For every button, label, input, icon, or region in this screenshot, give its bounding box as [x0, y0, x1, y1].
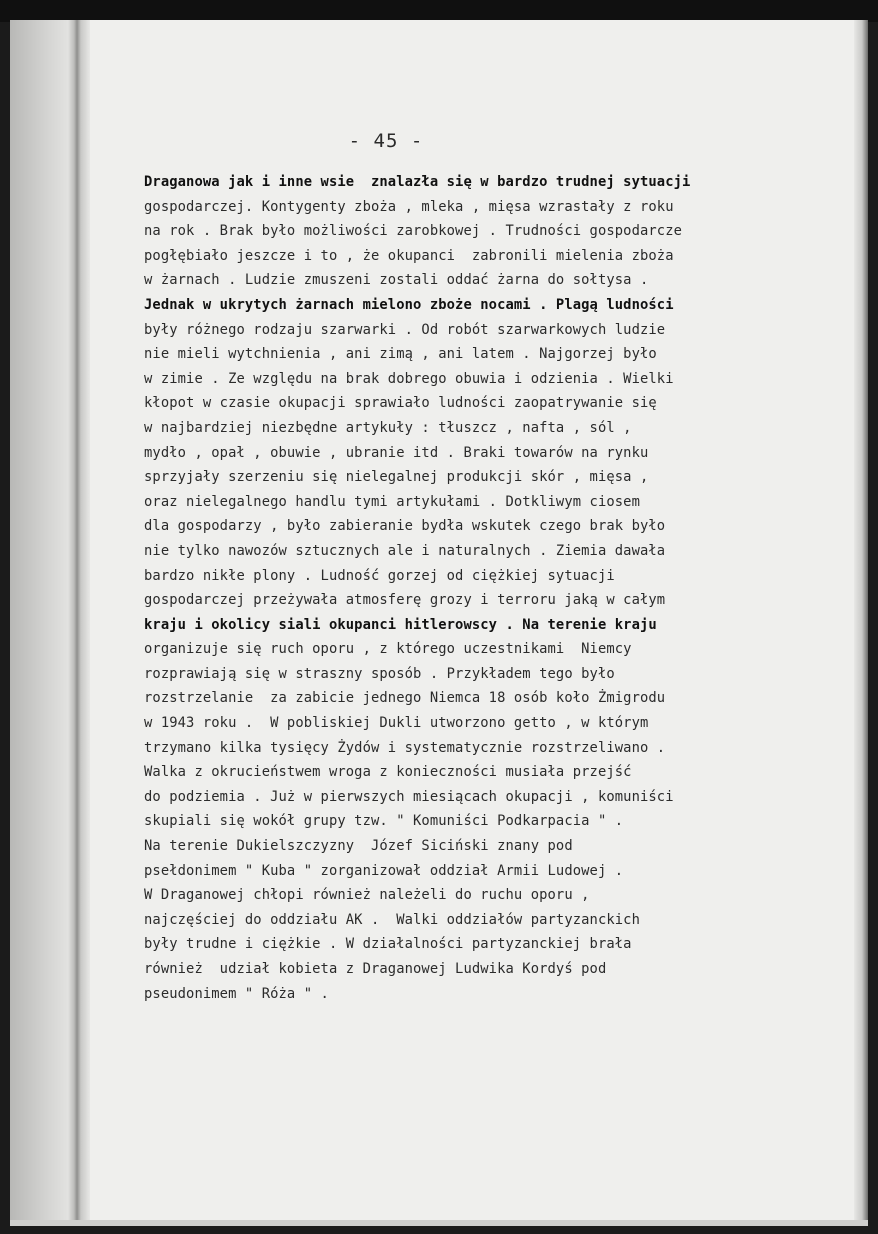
text-line: nie tylko nawozów sztucznych ale i naturalnych . Ziemia dawała	[144, 542, 666, 559]
text-line: mydło , opał , obuwie , ubranie itd . Braki towarów na rynku	[144, 444, 649, 461]
text-line: najczęściej do oddziału AK . Walki oddziałów partyzanckich	[144, 911, 640, 928]
text-line: Jednak w ukrytych żarnach mielono zboże nocami . Plagą ludności	[144, 296, 674, 313]
text-line: w 1943 roku . W pobliskiej Dukli utworzono getto , w którym	[144, 715, 649, 732]
text-line: oraz nielegalnego handlu tymi artykułami . Dotkliwym ciosem	[144, 493, 640, 510]
text-line: rozstrzelanie za zabicie jednego Niemca 18 osób koło Żmigrodu	[144, 690, 666, 707]
text-line: na rok . Brak było możliwości zarobkowej . Trudności gospodarcze	[144, 223, 683, 240]
text-line: w żarnach . Ludzie zmuszeni zostali oddać żarna do sołtysa .	[144, 272, 649, 289]
text-line: rozprawiają się w straszny sposób . Przykładem tego było	[144, 665, 615, 682]
text-line: były różnego rodzaju szarwarki . Od robót szarwarkowych ludzie	[144, 321, 666, 338]
text-line: psełdonimem " Kuba " zorganizował oddział Armii Ludowej .	[144, 862, 624, 879]
text-line: dla gospodarzy , było zabieranie bydła wskutek czego brak było	[144, 518, 666, 535]
page-number: - 45 -	[348, 130, 424, 152]
text-line: nie mieli wytchnienia , ani zimą , ani latem . Najgorzej było	[144, 346, 657, 363]
text-line: kłopot w czasie okupacji sprawiało ludności zaopatrywanie się	[144, 395, 657, 412]
text-line: pseudonimem " Róża " .	[144, 985, 329, 1002]
document-page	[10, 20, 868, 1226]
text-line: kraju i okolicy siali okupanci hitlerowscy . Na terenie kraju	[144, 616, 657, 633]
text-line: pogłębiało jeszcze i to , że okupanci zabronili mielenia zboża	[144, 247, 674, 264]
page-binding-shadow	[10, 20, 90, 1226]
text-line: Draganowa jak i inne wsie znalazła się w bardzo trudnej sytuacji	[144, 174, 691, 190]
text-line: skupiali się wokół grupy tzw. " Komuniści Podkarpacia " .	[144, 813, 624, 830]
body-text	[144, 170, 860, 1006]
text-line: organizuje się ruch oporu , z którego uczestnikami Niemcy	[144, 641, 632, 658]
text-line: były trudne i ciężkie . W działalności partyzanckiej brała	[144, 936, 632, 953]
text-line: do podziemia . Już w pierwszych miesiącach okupacji , komuniści	[144, 788, 674, 805]
scan-top-edge	[0, 0, 878, 22]
text-line: gospodarczej. Kontygenty zboża , mleka , mięsa wzrastały z roku	[144, 198, 674, 215]
text-line: Na terenie Dukielszczyzny Józef Siciński znany pod	[144, 838, 573, 855]
text-line: sprzyjały szerzeniu się nielegalnej produkcji skór , mięsa ,	[144, 469, 649, 486]
text-line: trzymano kilka tysięcy Żydów i systematycznie rozstrzeliwano .	[144, 739, 666, 756]
text-line: w najbardziej niezbędne artykuły : tłuszcz , nafta , sól ,	[144, 419, 632, 436]
text-line: w zimie . Ze względu na brak dobrego obuwia i odzienia . Wielki	[144, 370, 674, 387]
text-line: gospodarczej przeżywała atmosferę grozy i terroru jaką w całym	[144, 592, 666, 609]
text-line: W Draganowej chłopi również należeli do ruchu oporu ,	[144, 887, 590, 904]
text-line: Walka z okrucieństwem wroga z konieczności musiała przejść	[144, 764, 632, 781]
page-bottom-edge	[10, 1220, 868, 1226]
text-line: również udział kobieta z Draganowej Ludwika Kordyś pod	[144, 961, 607, 977]
text-line: bardzo nikłe plony . Ludność gorzej od ciężkiej sytuacji	[144, 567, 615, 584]
